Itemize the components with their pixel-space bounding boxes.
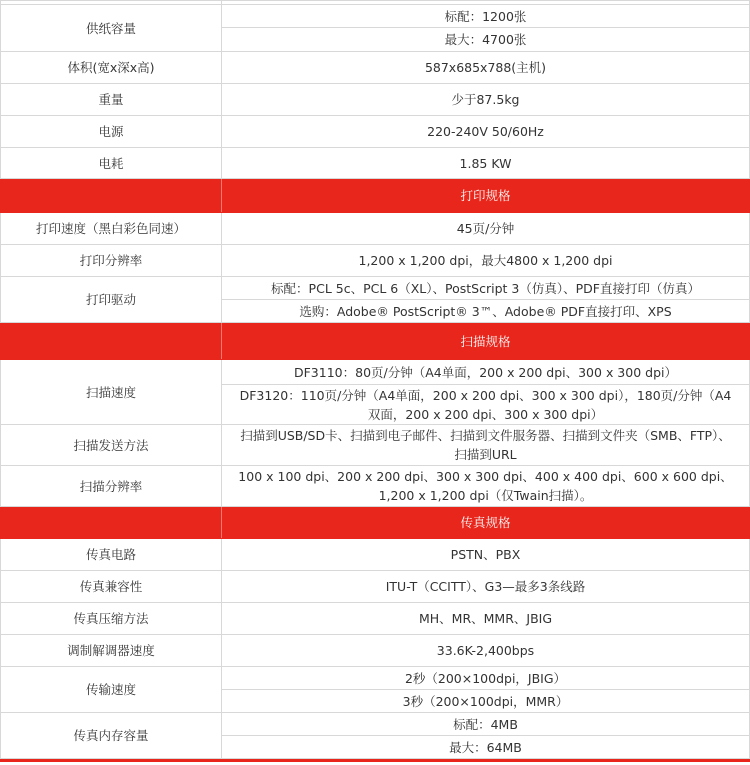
row-label-fax-memory: 传真内存容量 xyxy=(1,713,222,759)
bottom-accent-bar xyxy=(0,759,750,762)
modem-speed-value: 33.6K-2,400bps xyxy=(222,635,750,667)
row-label-scan-speed: 扫描速度 xyxy=(1,360,222,425)
fax-memory-standard: 标配：4MB xyxy=(222,713,750,736)
power-value: 220-240V 50/60Hz xyxy=(222,116,750,148)
fax-compression-value: MH、MR、MMR、JBIG xyxy=(222,603,750,635)
print-driver-optional: 选购：Adobe® PostScript® 3™、Adobe® PDF直接打印、XPS xyxy=(222,300,750,323)
row-label-fax-compression: 传真压缩方法 xyxy=(1,603,222,635)
row-label-dimensions: 体积(宽x深x高) xyxy=(1,52,222,84)
print-speed-value: 45页/分钟 xyxy=(222,213,750,245)
table-row xyxy=(1,603,750,635)
table-row xyxy=(1,571,750,603)
tx-speed-mmr: 3秒（200×100dpi，MMR） xyxy=(222,690,750,713)
fax-line-value: PSTN、PBX xyxy=(222,539,750,571)
table-row xyxy=(1,245,750,277)
table-row xyxy=(1,667,750,690)
row-label-scan-send: 扫描发送方法 xyxy=(1,425,222,466)
row-label-print-resolution: 打印分辨率 xyxy=(1,245,222,277)
row-label-print-driver: 打印驱动 xyxy=(1,277,222,323)
print-driver-standard: 标配：PCL 5c、PCL 6（XL）、PostScript 3（仿真）、PDF直接打印（仿真） xyxy=(222,277,750,300)
table-row xyxy=(1,213,750,245)
row-label-tx-speed: 传输速度 xyxy=(1,667,222,713)
table-row xyxy=(1,425,750,466)
table-row xyxy=(1,5,750,28)
section-header-print xyxy=(1,179,750,213)
fax-compat-value: ITU-T（CCITT）、G3—最多3条线路 xyxy=(222,571,750,603)
table-row xyxy=(1,635,750,667)
table-row xyxy=(1,713,750,736)
table-row xyxy=(1,52,750,84)
section-title-scan: 扫描规格 xyxy=(222,323,750,360)
tx-speed-jbig: 2秒（200×100dpi，JBIG） xyxy=(222,667,750,690)
scan-send-value: 扫描到USB/SD卡、扫描到电子邮件、扫描到文件服务器、扫描到文件夹（SMB、FTP）、扫描到URL xyxy=(222,425,750,466)
fax-memory-max: 最大：64MB xyxy=(222,736,750,759)
row-label-scan-resolution: 扫描分辨率 xyxy=(1,466,222,507)
scan-resolution-value: 100 x 100 dpi、200 x 200 dpi、300 x 300 dpi、400 x 400 dpi、600 x 600 dpi、1,200 x 1,200 dpi（仅Twain扫描）。 xyxy=(222,466,750,507)
row-label-paper-capacity: 供纸容量 xyxy=(1,5,222,52)
row-label-power: 电源 xyxy=(1,116,222,148)
table-row xyxy=(1,84,750,116)
row-label-fax-line: 传真电路 xyxy=(1,539,222,571)
table-row xyxy=(1,539,750,571)
table-row xyxy=(1,466,750,507)
row-label-weight: 重量 xyxy=(1,84,222,116)
weight-value: 少于87.5kg xyxy=(222,84,750,116)
section-header-fax xyxy=(1,507,750,539)
section-title-print: 打印规格 xyxy=(222,179,750,213)
row-label-consumption: 电耗 xyxy=(1,148,222,179)
consumption-value: 1.85 KW xyxy=(222,148,750,179)
section-header-scan xyxy=(1,323,750,360)
row-label-print-speed: 打印速度（黑白彩色同速） xyxy=(1,213,222,245)
table-row xyxy=(1,116,750,148)
row-label-fax-compat: 传真兼容性 xyxy=(1,571,222,603)
paper-capacity-max: 最大：4700张 xyxy=(222,28,750,52)
table-row xyxy=(1,360,750,385)
scan-speed-df3120: DF3120：110页/分钟（A4单面，200 x 200 dpi、300 x 300 dpi），180页/分钟（A4双面，200 x 200 dpi、300 x 300 dpi） xyxy=(222,385,750,425)
scan-speed-df3110: DF3110：80页/分钟（A4单面，200 x 200 dpi、300 x 300 dpi） xyxy=(222,360,750,385)
print-resolution-value: 1,200 x 1,200 dpi，最大4800 x 1,200 dpi xyxy=(222,245,750,277)
section-title-fax: 传真规格 xyxy=(222,507,750,539)
table-row xyxy=(1,148,750,179)
table-row xyxy=(1,277,750,300)
row-label-modem-speed: 调制解调器速度 xyxy=(1,635,222,667)
dimensions-value: 587x685x788(主机) xyxy=(222,52,750,84)
paper-capacity-standard: 标配：1200张 xyxy=(222,5,750,28)
